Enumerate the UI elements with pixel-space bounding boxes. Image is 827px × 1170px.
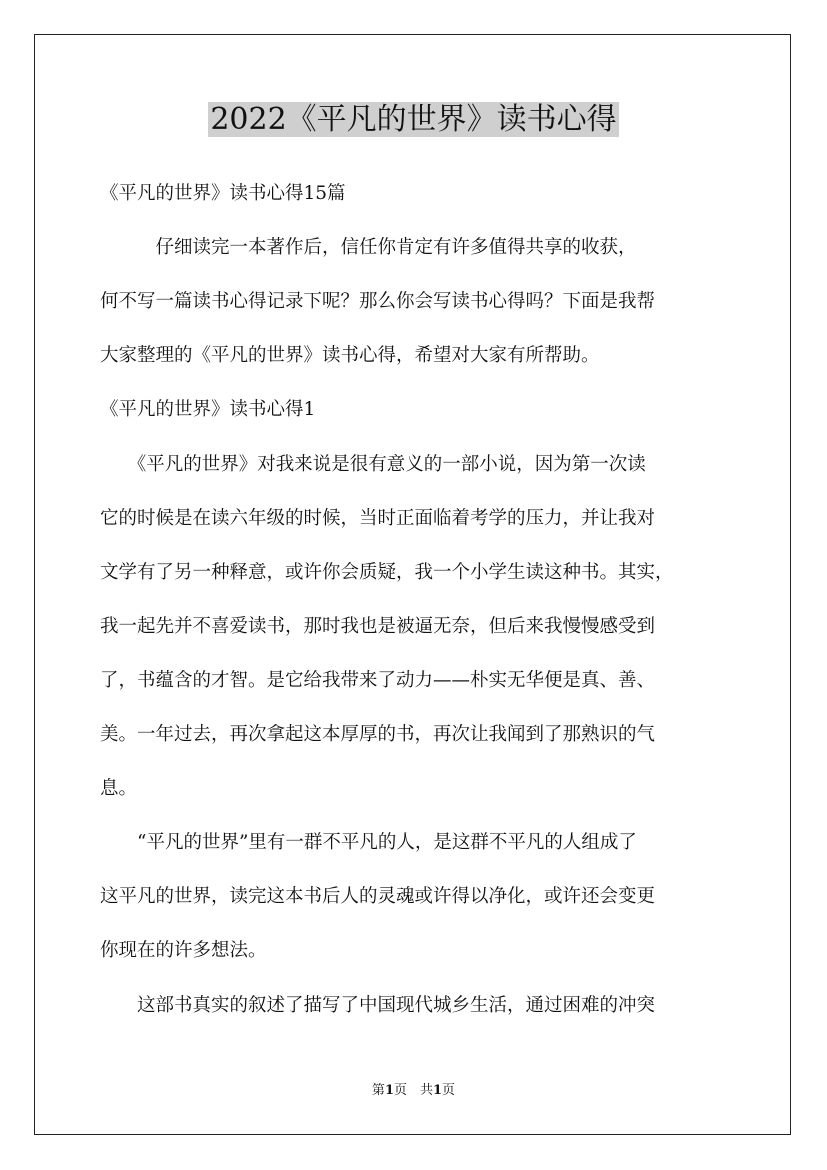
paragraph2-line-1: “平凡的世界”里有一群不平凡的人，是这群不平凡的人组成了 (100, 832, 637, 853)
paragraph2-line-2: 这平凡的世界，读完这本书后人的灵魂或许得以净化，或许还会变更 (100, 886, 656, 907)
paragraph1-line-4: 我一起先并不喜爱读书，那时我也是被逼无奈，但后来我慢慢感受到 (100, 616, 656, 637)
footer-total-pages: 1 (433, 1083, 443, 1098)
paragraph1-line-1: 《平凡的世界》对我来说是很有意义的一部小说，因为第一次读 (100, 454, 646, 475)
footer-label-mid: 页 共 (393, 1083, 433, 1098)
footer-page-number: 1 (384, 1083, 394, 1098)
paragraph1-line-7: 息。 (100, 778, 138, 799)
section-heading: 《平凡的世界》读书心得1 (100, 399, 316, 420)
document-title-text: 2022《平凡的世界》读书心得 (210, 102, 617, 137)
intro-line-3: 大家整理的《平凡的世界》读书心得，希望对大家有所帮助。 (100, 345, 600, 366)
footer-label-post: 页 (442, 1083, 456, 1098)
intro-line-1: 仔细读完一本著作后，信任你肯定有许多值得共享的收获， (100, 237, 637, 258)
document-title (0, 98, 827, 142)
paragraph1-line-2: 它的时候是在读六年级的时候，当时正面临着考学的压力，并让我对 (100, 508, 656, 529)
paragraph2-line-3: 你现在的许多想法。 (100, 940, 267, 961)
paragraph1-line-3: 文学有了另一种释意，或许你会质疑，我一个小学生读这种书。其实， (100, 562, 674, 583)
paragraph3-line-1: 这部书真实的叙述了描写了中国现代城乡生活，通过困难的冲突 (100, 995, 656, 1016)
paragraph1-line-5: 了，书蕴含的才智。是它给我带来了动力——朴实无华便是真、善、 (100, 670, 656, 691)
intro-line-2: 何不写一篇读书心得记录下呢？那么你会写读书心得吗？下面是我帮 (100, 291, 656, 312)
page-footer (0, 1081, 827, 1101)
paragraph1-line-6: 美。一年过去，再次拿起这本厚厚的书，再次让我闻到了那熟识的气 (100, 724, 656, 745)
footer-label-pre: 第 (371, 1083, 385, 1098)
document-subtitle: 《平凡的世界》读书心得15篇 (100, 183, 346, 204)
